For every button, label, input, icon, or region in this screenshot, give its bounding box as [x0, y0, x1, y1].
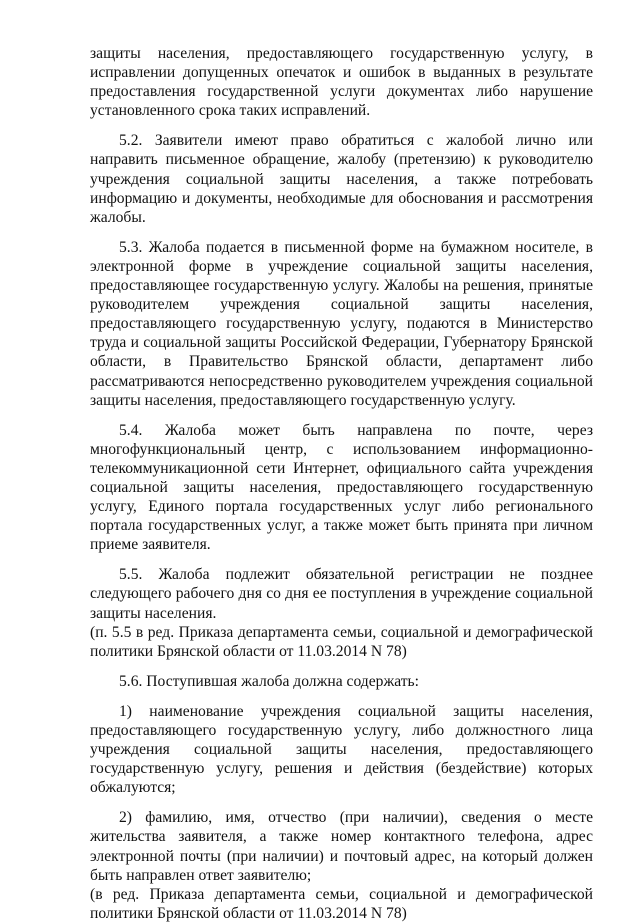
- amendment-note-item-2: (в ред. Приказа департамента семьи, социальной и демографической политики Брянской области от 11.03.2014 N 78): [90, 885, 593, 922]
- paragraph-5-3: 5.3. Жалоба подается в письменной форме на бумажном носителе, в электронной форме в учреждение социальной защиты населения, предоставляющее государственную услугу. Жалобы на решения, принятые руководителем учреждения социальной защиты населения, предоставляющего государственную услугу, подаются в Министерство труда и социальной защиты Российской Федерации, Губернатору Брянской области, в Правительство Брянской области, департамент либо рассматриваются непосредственно руководителем учреждения социальной защиты населения, предоставляющего государственную услугу.: [90, 238, 593, 409]
- paragraph-5-5: 5.5. Жалоба подлежит обязательной регистрации не позднее следующего рабочего дня со дня ее поступления в учреждение социальной защиты населения.: [90, 566, 593, 622]
- paragraph-5-2: 5.2. Заявители имеют право обратиться с жалобой лично или направить письменное обращение, жалобу (претензию) к руководителю учреждения социальной защиты населения, а также потребовать информацию и документы, необходимые для обоснования и рассмотрения жалобы.: [90, 132, 593, 226]
- paragraph-5-6: 5.6. Поступившая жалоба должна содержать:: [119, 672, 419, 690]
- list-item-1: 1) наименование учреждения социальной защиты населения, предоставляющего государственную услугу, либо должностного лица учреждения социальной защиты населения, предоставляющего государственную услугу, решения и действия (бездействие) которых обжалуются;: [90, 702, 593, 797]
- list-item-2: 2) фамилию, имя, отчество (при наличии), сведения о месте жительства заявителя, а также номер контактного телефона, адрес электронной почты (при наличии) и почтовый адрес, на который должен быть направлен ответ заявителю;: [90, 809, 593, 884]
- paragraph-continuation: защиты населения, предоставляющего государственную услугу, в исправлении допущенных опечаток и ошибок в выданных в результате предоставления государственной услуги документах либо нарушение установленного срока таких исправлений.: [90, 45, 593, 120]
- amendment-note-5-5: (п. 5.5 в ред. Приказа департамента семьи, социальной и демографической политики Брянской области от 11.03.2014 N 78): [90, 623, 593, 660]
- paragraph-5-4: 5.4. Жалоба может быть направлена по почте, через многофункциональный центр, с использованием информационно-телекоммуникационной сети Интернет, официального сайта учреждения социальной защиты населения, предоставляющего государственную услугу, Единого портала государственных услуг либо регионального портала государственных услуг, а также может быть принята при личном приеме заявителя.: [90, 421, 593, 554]
